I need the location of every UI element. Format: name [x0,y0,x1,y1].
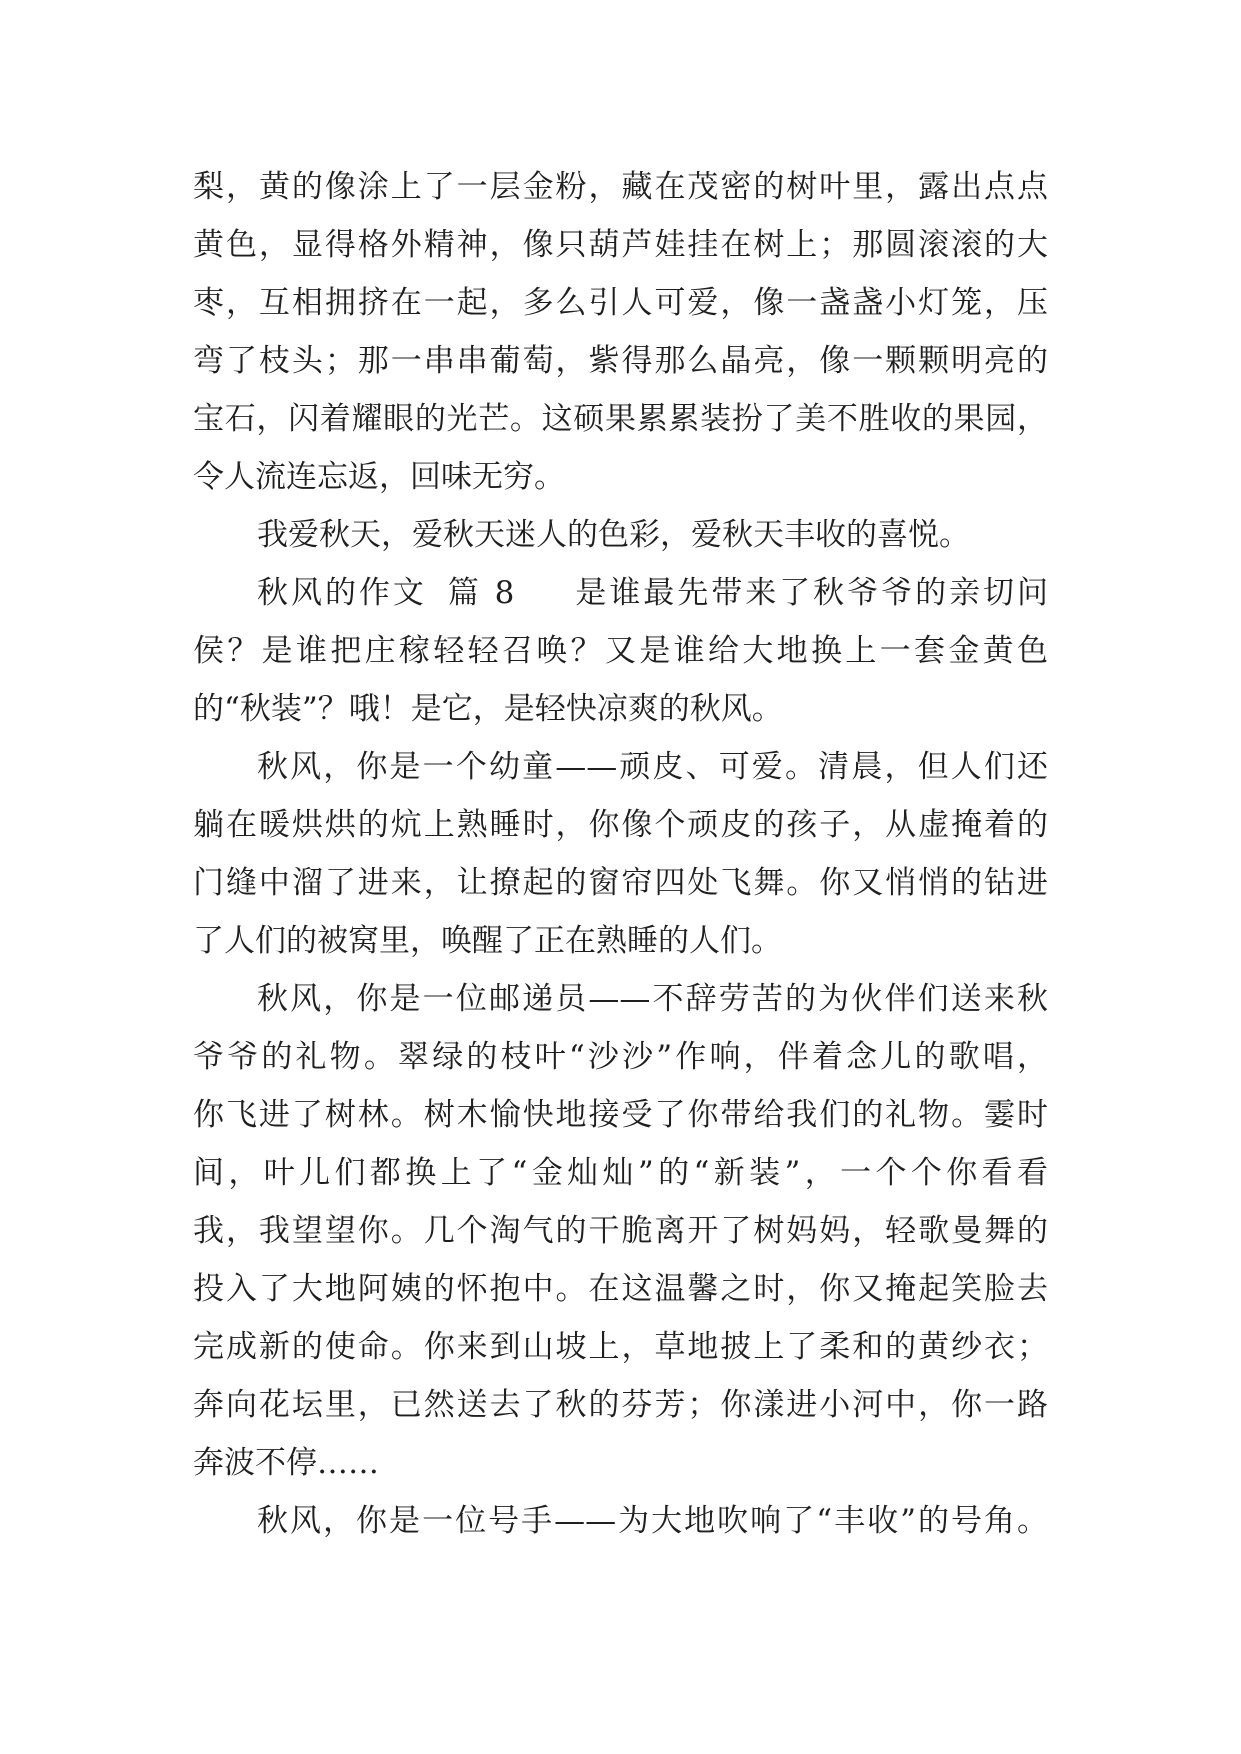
text-line: 了人们的被窝里，唤醒了正在熟睡的人们。 [193,923,782,959]
text-line: 枣，互相拥挤在一起，多么引人可爱，像一盏盏小灯笼，压 [193,285,1048,321]
text-line: 间，叶儿们都换上了“金灿灿”的“新装”，一个个你看看 [193,1155,1048,1191]
text-line: 爷爷的礼物。翠绿的枝叶“沙沙”作响，伴着念儿的歌唱， [193,1039,1048,1075]
text-line: 你飞进了树林。树木愉快地接受了你带给我们的礼物。霎时 [193,1097,1048,1133]
text-line: 奔波不停…… [193,1445,379,1481]
text-line: 完成新的使命。你来到山坡上，草地披上了柔和的黄纱衣； [193,1329,1048,1365]
section-number: 篇 8 [444,575,515,611]
text-line: 门缝中溜了进来，让撩起的窗帘四处飞舞。你又悄悄的钻进 [193,865,1048,901]
paragraph-start: 秋风，你是一位邮递员——不辞劳苦的为伙伴们送来秋 [257,981,1048,1017]
paragraph-start: 我爱秋天，爱秋天迷人的色彩，爱秋天丰收的喜悦。 [257,517,970,553]
paragraph-start: 秋风，你是一个幼童——顽皮、可爱。清晨，但人们还 [257,749,1048,785]
text-line: 奔向花坛里，已然送去了秋的芬芳；你漾进小河中，你一路 [193,1387,1048,1423]
text-line: 投入了大地阿姨的怀抱中。在这温馨之时，你又掩起笑脸去 [193,1271,1048,1307]
text-line: 躺在暖烘烘的炕上熟睡时，你像个顽皮的孩子，从虚掩着的 [193,807,1048,843]
section-heading-line [193,564,1048,622]
text-line: 黄色，显得格外精神，像只葫芦娃挂在树上；那圆滚滚的大 [193,227,1048,263]
text-line: 的“秋装”？哦！是它，是轻快凉爽的秋风。 [193,691,783,727]
text-line: 侯？是谁把庄稼轻轻召唤？又是谁给大地换上一套金黄色 [193,633,1048,669]
essay-body [193,158,1048,1550]
section-lead-text: 是谁最先带来了秋爷爷的亲切问 [572,575,1049,611]
text-line: 弯了枝头；那一串串葡萄，紫得那么晶亮，像一颗颗明亮的 [193,343,1048,379]
text-line: 令人流连忘返，回味无穷。 [193,459,565,495]
text-line: 梨，黄的像涂上了一层金粉，藏在茂密的树叶里，露出点点 [193,169,1048,205]
section-title: 秋风的作文 [257,575,427,611]
paragraph-start: 秋风，你是一位号手——为大地吹响了“丰收”的号角。 [257,1503,1048,1539]
text-line: 我，我望望你。几个淘气的干脆离开了树妈妈，轻歌曼舞的 [193,1213,1048,1249]
text-line: 宝石，闪着耀眼的光芒。这硕果累累装扮了美不胜收的果园， [193,401,1048,437]
